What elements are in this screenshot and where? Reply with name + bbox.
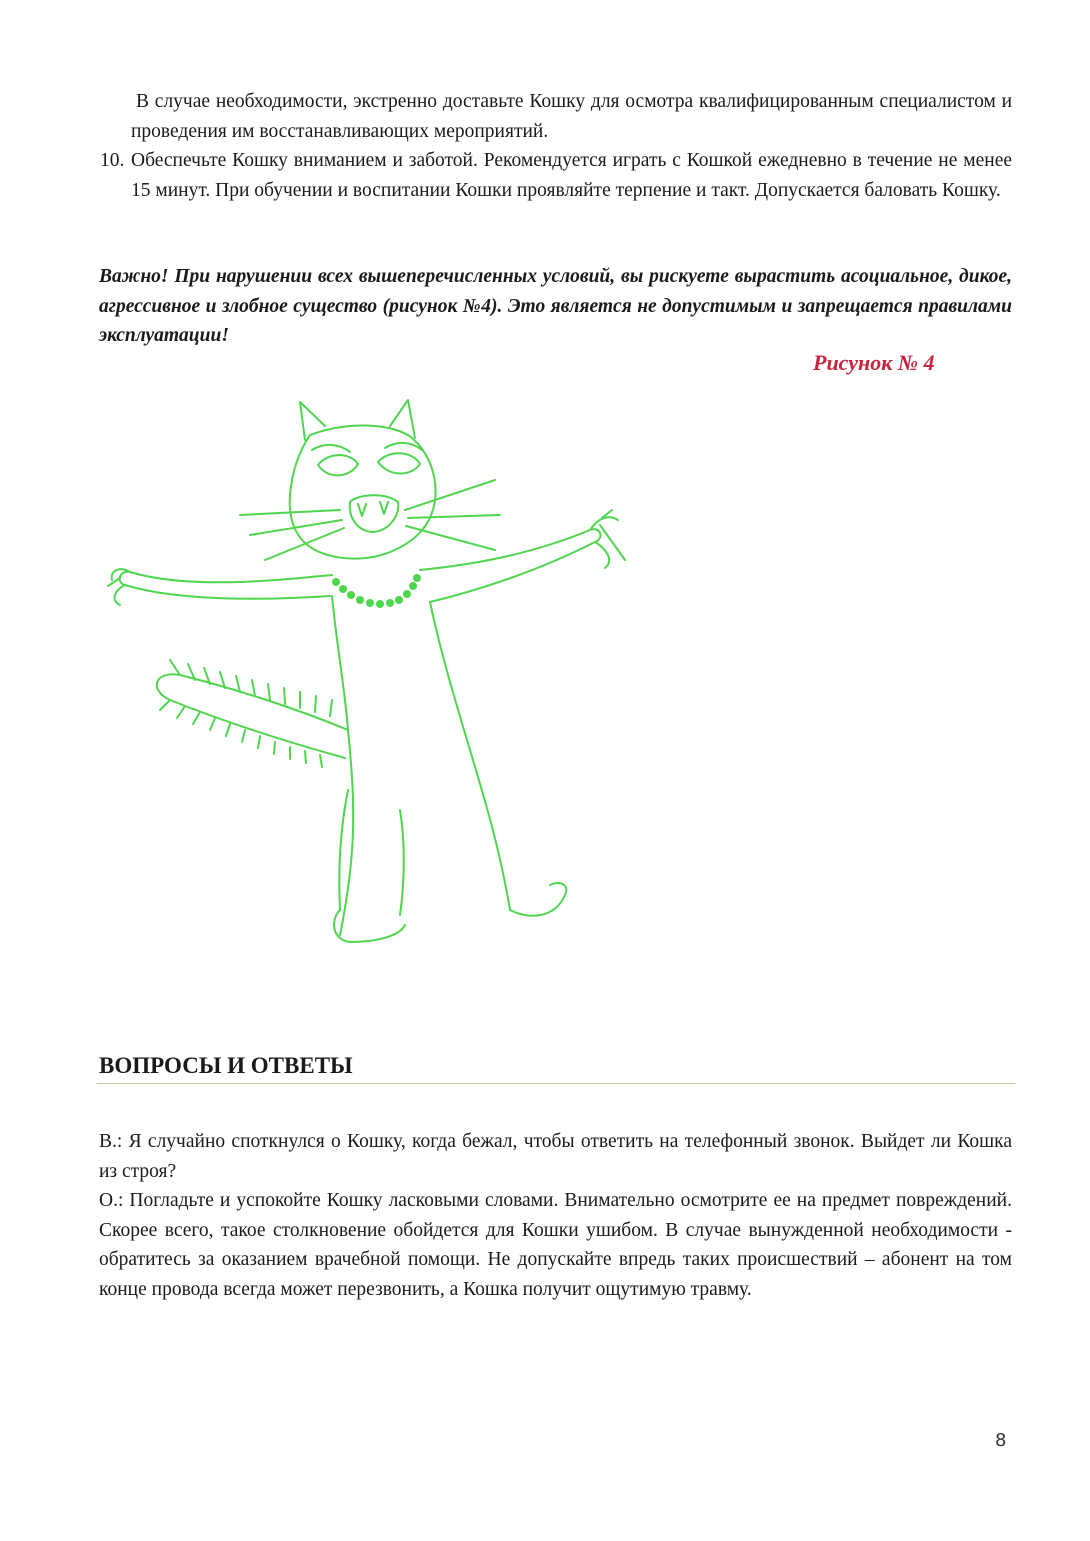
cat-mouth (350, 495, 399, 532)
cat-right-eye (378, 453, 420, 473)
figure-caption: Рисунок № 4 (813, 350, 935, 375)
list-item-text: Обеспечьте Кошку вниманием и заботой. Рекомендуется играть с Кошкой ежедневно в течение не менее 15 минут. При обучении и воспитании Кошки проявляйте терпение и такт. Допускается баловать Кошку. (131, 150, 1012, 201)
cat-right-arm (420, 529, 600, 602)
list-item-number: 10. (100, 150, 125, 171)
cat-necklace (332, 574, 421, 608)
answer-paragraph: О.: Погладьте и успокойте Кошку ласковыми словами. Внимательно осмотрите ее на предмет повреждений. Скорее всего, такое столкновение обойдется для Кошки ушибом. В случае вынужденной необходимости - обратитесь за оказанием врачебной помощи. Не допускайте впредь таких происшествий – абонент на том конце провода всегда может перезвонить, а Кошка получит ощутимую травму. (99, 1190, 1012, 1300)
question-paragraph: В.: Я случайно споткнулся о Кошку, когда бежал, чтобы ответить на телефонный звонок. Выйдет ли Кошка из строя? (99, 1131, 1012, 1182)
cat-left-arm (120, 572, 332, 599)
cat-right-claws (590, 510, 625, 568)
section-heading: ВОПРОСЫ И ОТВЕТЫ (99, 1053, 353, 1078)
cat-left-brow (312, 445, 350, 452)
cat-body-right (430, 602, 510, 910)
heading-divider (97, 1083, 1015, 1084)
cat-left-eye (318, 455, 358, 475)
continuation-paragraph: В случае необходимости, экстренно доставьте Кошку для осмотра квалифицированным специалистом и проведения им восстанавливающих мероприятий. (131, 91, 1012, 142)
page-number: 8 (995, 1430, 1007, 1451)
cat-left-paw (108, 569, 130, 605)
cat-inner-leg (400, 810, 404, 915)
angry-cat-drawing (100, 390, 640, 950)
cat-whiskers-right (405, 480, 500, 550)
cat-right-foot (510, 883, 566, 916)
cat-fangs (358, 502, 388, 516)
cat-right-brow (385, 443, 422, 450)
cat-body (332, 596, 353, 935)
warning-paragraph: Важно! При нарушении всех вышеперечисленных условий, вы рискуете вырастить асоциальное, дикое, агрессивное и злобное существо (рисунок №4). Это является не допустимым и запрещается правилами эксплуатации! (99, 266, 1012, 346)
